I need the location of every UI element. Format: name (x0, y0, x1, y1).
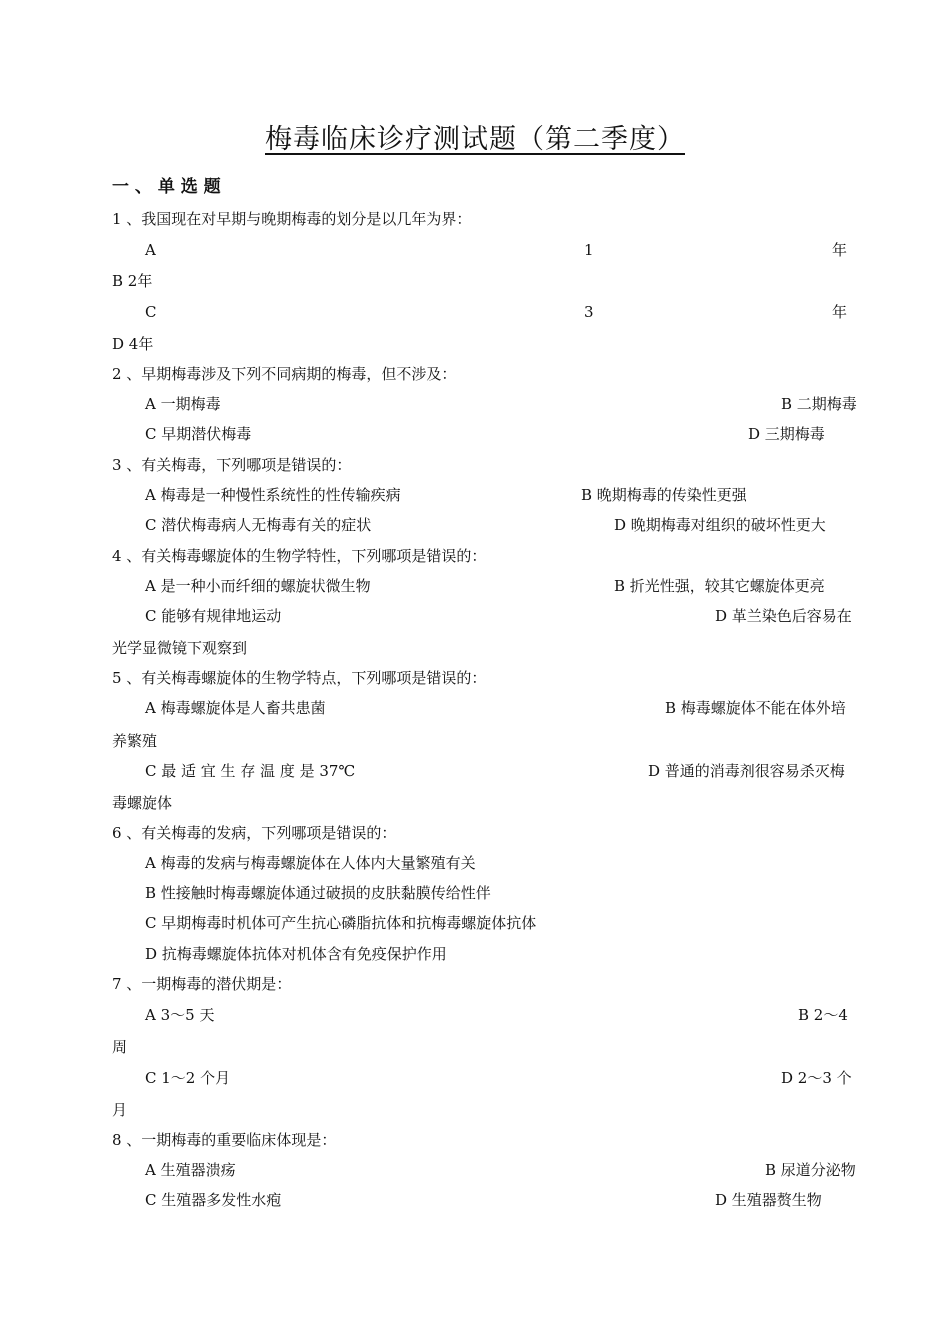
q8-option-a: A 生殖器溃疡 (145, 1161, 236, 1179)
section-heading: 一 、 单 选 题 (112, 177, 221, 197)
q1-stem: 1 、我国现在对早期与晚期梅毒的划分是以几年为界： (112, 210, 472, 228)
q5-option-b-continued: 养繁殖 (112, 732, 158, 750)
q1-option-c-unit: 年 (832, 303, 848, 321)
q2-option-a: A 一期梅毒 (145, 395, 221, 413)
q1-option-a-unit: 年 (832, 241, 848, 259)
q2-option-d: D 三期梅毒 (748, 425, 825, 443)
q7-option-d-continued: 月 (112, 1101, 128, 1119)
q4-option-a: A 是一种小而纤细的螺旋状微生物 (145, 577, 371, 595)
q3-option-d: D 晚期梅毒对组织的破坏性更大 (614, 516, 826, 534)
q3-stem: 3 、有关梅毒，下列哪项是错误的： (112, 456, 352, 474)
q4-option-b: B 折光性强，较其它螺旋体更亮 (614, 577, 825, 595)
q6-stem: 6 、有关梅毒的发病，下列哪项是错误的： (112, 824, 397, 842)
q8-stem: 8 、一期梅毒的重要临床体现是： (112, 1131, 337, 1149)
q8-option-b: B 尿道分泌物 (765, 1161, 856, 1179)
q2-option-c: C 早期潜伏梅毒 (145, 425, 252, 443)
q7-option-b: B 2～4 (798, 1006, 848, 1024)
q5-option-b: B 梅毒螺旋体不能在体外培 (665, 699, 846, 717)
q1-option-d: D 4年 (112, 335, 154, 353)
q4-stem: 4 、有关梅毒螺旋体的生物学特性，下列哪项是错误的： (112, 547, 487, 565)
q1-option-c-number: 3 (584, 303, 594, 321)
q5-option-d: D 普通的消毒剂很容易杀灭梅 (648, 762, 845, 780)
q7-option-d: D 2～3 个 (781, 1069, 852, 1087)
page-title: 梅毒临床诊疗测试题（第二季度） (265, 124, 685, 155)
q1-option-a-number: 1 (584, 241, 594, 259)
q1-option-b: B 2年 (112, 272, 153, 290)
q5-stem: 5 、有关梅毒螺旋体的生物学特点，下列哪项是错误的： (112, 669, 487, 687)
q7-option-c: C 1～2 个月 (145, 1069, 231, 1087)
q4-option-d: D 革兰染色后容易在 (715, 607, 852, 625)
q6-option-d: D 抗梅毒螺旋体抗体对机体含有免疫保护作用 (145, 945, 447, 963)
q3-option-b: B 晚期梅毒的传染性更强 (581, 486, 747, 504)
q4-option-c: C 能够有规律地运动 (145, 607, 282, 625)
q8-option-c: C 生殖器多发性水疱 (145, 1191, 282, 1209)
q1-option-c-letter: C (145, 303, 157, 321)
q1-option-a-letter: A (145, 241, 156, 259)
q7-stem: 7 、一期梅毒的潜伏期是： (112, 975, 292, 993)
q7-option-b-continued: 周 (112, 1038, 128, 1056)
q5-option-c: C 最 适 宜 生 存 温 度 是 37℃ (145, 762, 356, 780)
q2-option-b: B 二期梅毒 (781, 395, 857, 413)
q6-option-b: B 性接触时梅毒螺旋体通过破损的皮肤黏膜传给性伴 (145, 884, 491, 902)
q8-option-d: D 生殖器赘生物 (715, 1191, 822, 1209)
q7-option-a: A 3～5 天 (145, 1006, 215, 1024)
q3-option-c: C 潜伏梅毒病人无梅毒有关的症状 (145, 516, 372, 534)
q5-option-d-continued: 毒螺旋体 (112, 794, 173, 812)
q6-option-c: C 早期梅毒时机体可产生抗心磷脂抗体和抗梅毒螺旋体抗体 (145, 914, 537, 932)
q4-option-d-continued: 光学显微镜下观察到 (112, 639, 248, 657)
q5-option-a: A 梅毒螺旋体是人畜共患菌 (145, 699, 326, 717)
q3-option-a: A 梅毒是一种慢性系统性的性传输疾病 (145, 486, 401, 504)
q2-stem: 2 、早期梅毒涉及下列不同病期的梅毒，但不涉及： (112, 365, 457, 383)
q6-option-a: A 梅毒的发病与梅毒螺旋体在人体内大量繁殖有关 (145, 854, 476, 872)
